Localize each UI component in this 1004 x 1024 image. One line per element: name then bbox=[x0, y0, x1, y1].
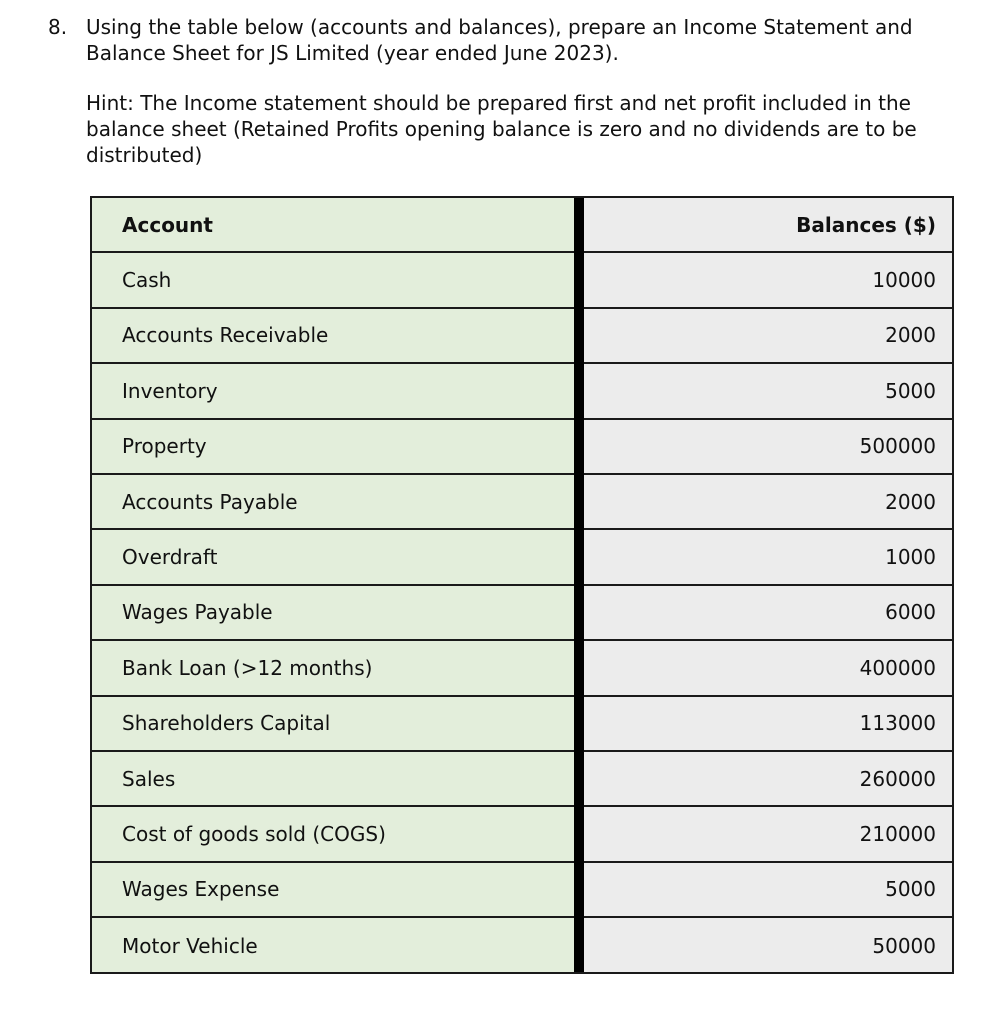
question-block bbox=[48, 14, 978, 168]
balance-cell: 113000 bbox=[584, 697, 952, 752]
account-cell: Property bbox=[92, 420, 574, 475]
account-cell: Wages Payable bbox=[92, 586, 574, 641]
balance-cell: 5000 bbox=[584, 364, 952, 419]
balance-cell: 2000 bbox=[584, 475, 952, 530]
account-cell: Shareholders Capital bbox=[92, 697, 574, 752]
account-cell: Sales bbox=[92, 752, 574, 807]
account-cell: Cash bbox=[92, 253, 574, 308]
question-number: 8. bbox=[48, 15, 68, 39]
account-cell: Cost of goods sold (COGS) bbox=[92, 807, 574, 862]
balance-cell: 400000 bbox=[584, 641, 952, 696]
account-cell: Accounts Receivable bbox=[92, 309, 574, 364]
balance-cell: 1000 bbox=[584, 530, 952, 585]
account-cell: Motor Vehicle bbox=[122, 933, 258, 958]
balance-cell: 50000 bbox=[872, 933, 936, 958]
accounts-table bbox=[90, 196, 954, 974]
balance-cell: 10000 bbox=[584, 253, 952, 308]
balance-cell: 5000 bbox=[584, 863, 952, 918]
account-cell: Inventory bbox=[92, 364, 574, 419]
account-cell: Wages Expense bbox=[92, 863, 574, 918]
account-column bbox=[92, 198, 574, 972]
balance-header: Balances ($) bbox=[584, 198, 952, 253]
balance-cell: 260000 bbox=[584, 752, 952, 807]
account-cell: Accounts Payable bbox=[92, 475, 574, 530]
account-cell: Overdraft bbox=[92, 530, 574, 585]
question-hint: Hint: The Income statement should be prepared first and net profit included in the balance sheet (Retained Profits opening balance is zero and no dividends are to be distributed) bbox=[86, 91, 917, 167]
balance-cell: 500000 bbox=[584, 420, 952, 475]
account-cell: Bank Loan (>12 months) bbox=[92, 641, 574, 696]
account-header: Account bbox=[92, 198, 574, 253]
balance-cell: 6000 bbox=[584, 586, 952, 641]
column-divider bbox=[574, 198, 584, 972]
balance-cell: 210000 bbox=[584, 807, 952, 862]
balance-cell: 2000 bbox=[584, 309, 952, 364]
balance-column bbox=[584, 198, 952, 972]
question-text: Using the table below (accounts and balances), prepare an Income Statement and Balance Sheet for JS Limited (year ended June 2023). bbox=[86, 15, 913, 65]
